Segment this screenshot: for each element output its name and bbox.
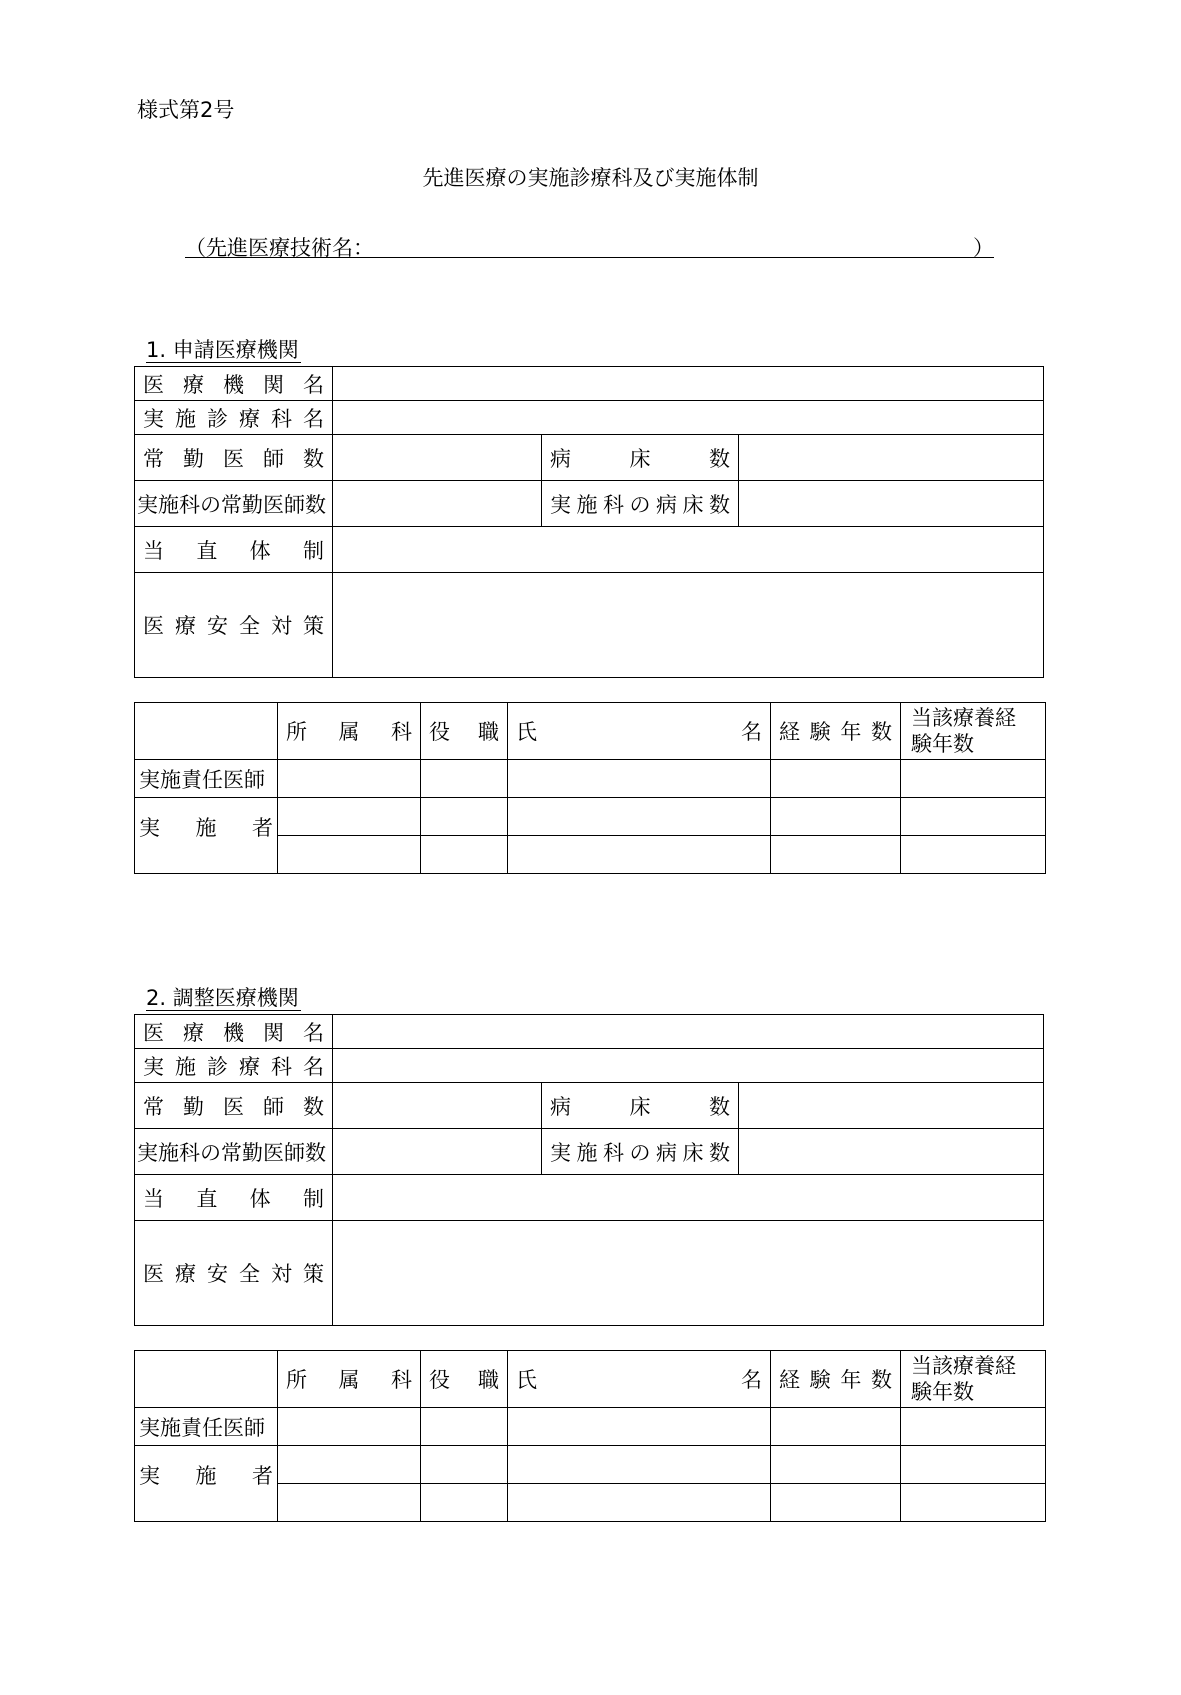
department-name-label: 実 施 診 療 科 名: [135, 1049, 333, 1083]
treatment-experience-header: 当該療養経験年数: [901, 703, 1046, 760]
implementer-1-treatment-experience-field[interactable]: [901, 1446, 1046, 1484]
dept-fulltime-doctors-field[interactable]: [333, 1129, 542, 1175]
night-duty-label: 当 直 体 制: [135, 1175, 333, 1221]
implementer-2-name-field[interactable]: [508, 836, 771, 874]
responsible-name-field[interactable]: [508, 760, 771, 798]
tech-name-label: （先進医療技術名：: [185, 236, 374, 260]
beds-field[interactable]: [739, 435, 1044, 481]
responsible-position-field[interactable]: [421, 760, 508, 798]
implementer-2-affiliation-field[interactable]: [278, 1484, 421, 1522]
name-header: 氏 名: [508, 1351, 771, 1408]
dept-beds-label: 実 施 科 の 病 床 数: [542, 1129, 739, 1175]
affiliation-header: 所 属 科: [278, 703, 421, 760]
implementer-1-position-field[interactable]: [421, 1446, 508, 1484]
implementer-2-experience-field[interactable]: [771, 1484, 901, 1522]
safety-measures-label: 医 療 安 全 対 策: [135, 1221, 333, 1326]
implementer-2-treatment-experience-field[interactable]: [901, 836, 1046, 874]
section-2-staff-table: [134, 1350, 1046, 1522]
responsible-name-field[interactable]: [508, 1408, 771, 1446]
form-number: 様式第2号: [137, 98, 235, 122]
implementer-1-experience-field[interactable]: [771, 798, 901, 836]
position-header: 役 職: [421, 703, 508, 760]
implementer-2-treatment-experience-field[interactable]: [901, 1484, 1046, 1522]
staff-header-blank: [135, 703, 278, 760]
fulltime-doctors-field[interactable]: [333, 435, 542, 481]
treatment-experience-header: 当該療養経験年数: [901, 1351, 1046, 1408]
position-header: 役 職: [421, 1351, 508, 1408]
implementer-1-experience-field[interactable]: [771, 1446, 901, 1484]
dept-fulltime-doctors-field[interactable]: [333, 481, 542, 527]
institution-name-field[interactable]: [333, 367, 1044, 401]
responsible-position-field[interactable]: [421, 1408, 508, 1446]
fulltime-doctors-label: 常 勤 医 師 数: [135, 1083, 333, 1129]
implementer-2-name-field[interactable]: [508, 1484, 771, 1522]
night-duty-label: 当 直 体 制: [135, 527, 333, 573]
beds-field[interactable]: [739, 1083, 1044, 1129]
section-1-staff-table: [134, 702, 1046, 874]
safety-measures-field[interactable]: [333, 573, 1044, 678]
responsible-treatment-experience-field[interactable]: [901, 1408, 1046, 1446]
night-duty-field[interactable]: [333, 1175, 1044, 1221]
dept-beds-field[interactable]: [739, 481, 1044, 527]
beds-label: 病 床 数: [542, 1083, 739, 1129]
department-name-label: 実 施 診 療 科 名: [135, 401, 333, 435]
department-name-field[interactable]: [333, 401, 1044, 435]
department-name-field[interactable]: [333, 1049, 1044, 1083]
implementer-1-affiliation-field[interactable]: [278, 1446, 421, 1484]
implementer-1-name-field[interactable]: [508, 1446, 771, 1484]
implementer-1-name-field[interactable]: [508, 798, 771, 836]
dept-beds-field[interactable]: [739, 1129, 1044, 1175]
section-1-heading: 1. 申請医療機関: [146, 338, 299, 362]
fulltime-doctors-field[interactable]: [333, 1083, 542, 1129]
tech-name-close-paren: ）: [973, 236, 994, 260]
implementer-1-treatment-experience-field[interactable]: [901, 798, 1046, 836]
institution-name-label: 医 療 機 関 名: [135, 367, 333, 401]
implementer-2-position-field[interactable]: [421, 836, 508, 874]
implementer-label: 実 施 者: [135, 798, 278, 874]
responsible-affiliation-field[interactable]: [278, 1408, 421, 1446]
implementer-2-position-field[interactable]: [421, 1484, 508, 1522]
implementer-1-affiliation-field[interactable]: [278, 798, 421, 836]
staff-header-blank: [135, 1351, 278, 1408]
beds-label: 病 床 数: [542, 435, 739, 481]
fulltime-doctors-label: 常 勤 医 師 数: [135, 435, 333, 481]
safety-measures-label: 医 療 安 全 対 策: [135, 573, 333, 678]
implementer-1-position-field[interactable]: [421, 798, 508, 836]
responsible-experience-field[interactable]: [771, 760, 901, 798]
safety-measures-field[interactable]: [333, 1221, 1044, 1326]
affiliation-header: 所 属 科: [278, 1351, 421, 1408]
dept-fulltime-doctors-label: 実施科の常勤医師数: [135, 1129, 333, 1175]
dept-beds-label: 実 施 科 の 病 床 数: [542, 481, 739, 527]
responsible-affiliation-field[interactable]: [278, 760, 421, 798]
institution-name-field[interactable]: [333, 1015, 1044, 1049]
implementer-label: 実 施 者: [135, 1446, 278, 1522]
name-header: 氏 名: [508, 703, 771, 760]
dept-fulltime-doctors-label: 実施科の常勤医師数: [135, 481, 333, 527]
experience-header: 経 験 年 数: [771, 703, 901, 760]
responsible-doctor-label: 実施責任医師: [135, 760, 278, 798]
night-duty-field[interactable]: [333, 527, 1044, 573]
document-title: 先進医療の実施診療科及び実施体制: [422, 166, 759, 190]
responsible-experience-field[interactable]: [771, 1408, 901, 1446]
implementer-2-experience-field[interactable]: [771, 836, 901, 874]
institution-name-label: 医 療 機 関 名: [135, 1015, 333, 1049]
implementer-2-affiliation-field[interactable]: [278, 836, 421, 874]
experience-header: 経 験 年 数: [771, 1351, 901, 1408]
responsible-treatment-experience-field[interactable]: [901, 760, 1046, 798]
responsible-doctor-label: 実施責任医師: [135, 1408, 278, 1446]
section-2-institution-table: [134, 1014, 1044, 1326]
section-1-institution-table: [134, 366, 1044, 678]
tech-name-field[interactable]: [185, 232, 994, 258]
section-2-heading: 2. 調整医療機関: [146, 986, 299, 1010]
